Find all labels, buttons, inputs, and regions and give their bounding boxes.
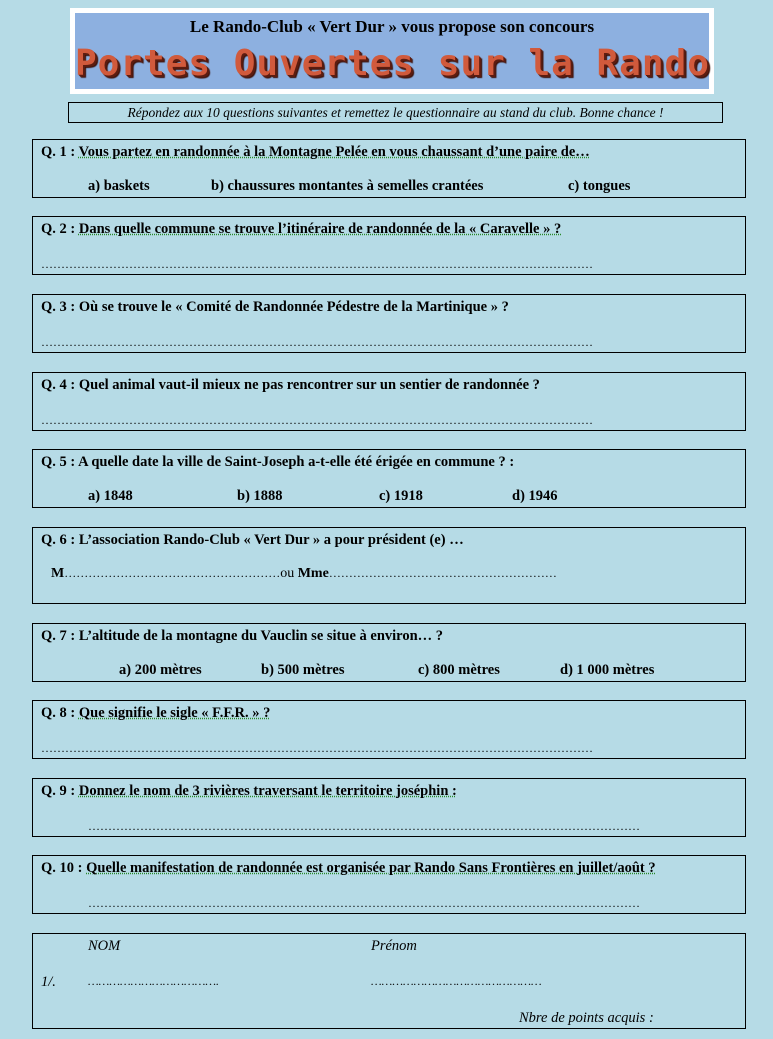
- question-box-3: [32, 294, 746, 353]
- question-box-5: [32, 449, 746, 508]
- question-box-9: [32, 778, 746, 837]
- entry-number: 1/.: [41, 974, 56, 990]
- header-banner: [70, 8, 714, 94]
- option-b[interactable]: b) 500 mètres: [261, 662, 345, 678]
- president-line[interactable]: [51, 566, 557, 582]
- option-b[interactable]: b) 1888: [237, 488, 283, 504]
- participant-box: [32, 933, 746, 1029]
- question-text: L’association Rando-Club « Vert Dur » a pour président (e) …: [78, 532, 464, 548]
- question-text: Quel animal vaut-il mieux ne pas rencontrer sur un sentier de randonnée ?: [78, 377, 540, 393]
- or-text: ou: [280, 566, 298, 581]
- question-label: Q. 2 :: [41, 221, 76, 237]
- question-6-title: [41, 532, 464, 549]
- question-label: Q. 3 :: [41, 299, 76, 315]
- option-d[interactable]: d) 1 000 mètres: [560, 662, 655, 678]
- question-9-title: [41, 783, 457, 800]
- question-label: Q. 10 :: [41, 860, 83, 876]
- answer-line[interactable]: …………………………………………………………………………………………………………………………: [41, 335, 593, 349]
- answer-line[interactable]: …………………………………………………………………………………………………………………………: [41, 741, 593, 755]
- instruction-text: Répondez aux 10 questions suivantes et remettez le questionnaire au stand du club. Bonne chance !: [68, 102, 723, 123]
- option-d[interactable]: d) 1946: [512, 488, 558, 504]
- question-5-title: [41, 454, 514, 471]
- points-label: Nbre de points acquis :: [519, 1010, 654, 1026]
- question-box-10: [32, 855, 746, 914]
- question-text: Donnez le nom de 3 rivières traversant le territoire joséphin :: [78, 783, 457, 799]
- question-label: Q. 6 :: [41, 532, 76, 548]
- question-text: Vous partez en randonnée à la Montagne Pelée en vous chaussant d’une paire de…: [78, 144, 590, 160]
- header-title: Portes Ouvertes sur la Rando: [75, 43, 710, 84]
- option-c[interactable]: c) 1918: [379, 488, 423, 504]
- answer-line[interactable]: …………………………………………………………………………………………………………………………: [88, 819, 640, 833]
- mme-answer-dots[interactable]: …………………………………………………: [328, 566, 557, 580]
- answer-line[interactable]: …………………………………………………………………………………………………………………………: [88, 896, 640, 910]
- question-7-title: [41, 628, 443, 645]
- option-a[interactable]: a) 1848: [88, 488, 133, 504]
- question-text: A quelle date la ville de Saint-Joseph a-t-elle été érigée en commune ? :: [78, 454, 515, 470]
- option-a[interactable]: a) baskets: [88, 178, 150, 194]
- question-label: Q. 1 :: [41, 144, 76, 160]
- prenom-answer-dots[interactable]: …………………………………………: [371, 974, 542, 988]
- question-8-title: [41, 705, 270, 722]
- question-label: Q. 4 :: [41, 377, 76, 393]
- m-label: M: [51, 566, 65, 581]
- question-box-2: [32, 216, 746, 275]
- nom-label: NOM: [88, 938, 121, 954]
- question-box-1: [32, 139, 746, 198]
- question-4-title: [41, 377, 540, 394]
- question-3-title: [41, 299, 509, 316]
- question-box-6: [32, 527, 746, 604]
- question-label: Q. 9 :: [41, 783, 76, 799]
- question-text: Que signifie le sigle « F.F.R. » ?: [78, 705, 271, 721]
- question-label: Q. 5 :: [41, 454, 76, 470]
- question-box-4: [32, 372, 746, 431]
- question-text: Où se trouve le « Comité de Randonnée Pédestre de la Martinique » ?: [78, 299, 509, 315]
- mme-label: Mme: [297, 566, 329, 581]
- prenom-label: Prénom: [371, 938, 417, 954]
- answer-line[interactable]: …………………………………………………………………………………………………………………………: [41, 257, 593, 271]
- header-banner-inner: [75, 13, 709, 89]
- question-1-title: [41, 144, 590, 161]
- question-box-7: [32, 623, 746, 682]
- question-label: Q. 7 :: [41, 628, 76, 644]
- question-label: Q. 8 :: [41, 705, 76, 721]
- question-text: L’altitude de la montagne du Vauclin se situe à environ… ?: [78, 628, 444, 644]
- question-2-title: [41, 221, 561, 238]
- header-subtitle: Le Rando-Club « Vert Dur » vous propose son concours: [189, 17, 595, 36]
- option-b[interactable]: b) chaussures montantes à semelles crantées: [211, 178, 484, 194]
- question-10-title: [41, 860, 656, 877]
- option-c[interactable]: c) 800 mètres: [418, 662, 500, 678]
- question-text: Quelle manifestation de randonnée est organisée par Rando Sans Frontières en juillet/août ?: [86, 860, 656, 876]
- nom-answer-dots[interactable]: ……………………………….: [88, 974, 220, 988]
- question-text: Dans quelle commune se trouve l’itinéraire de randonnée de la « Caravelle » ?: [78, 221, 562, 237]
- m-answer-dots[interactable]: ………………………………………………: [64, 566, 281, 580]
- question-box-8: [32, 700, 746, 759]
- option-a[interactable]: a) 200 mètres: [119, 662, 202, 678]
- answer-line[interactable]: …………………………………………………………………………………………………………………………: [41, 413, 593, 427]
- option-c[interactable]: c) tongues: [568, 178, 631, 194]
